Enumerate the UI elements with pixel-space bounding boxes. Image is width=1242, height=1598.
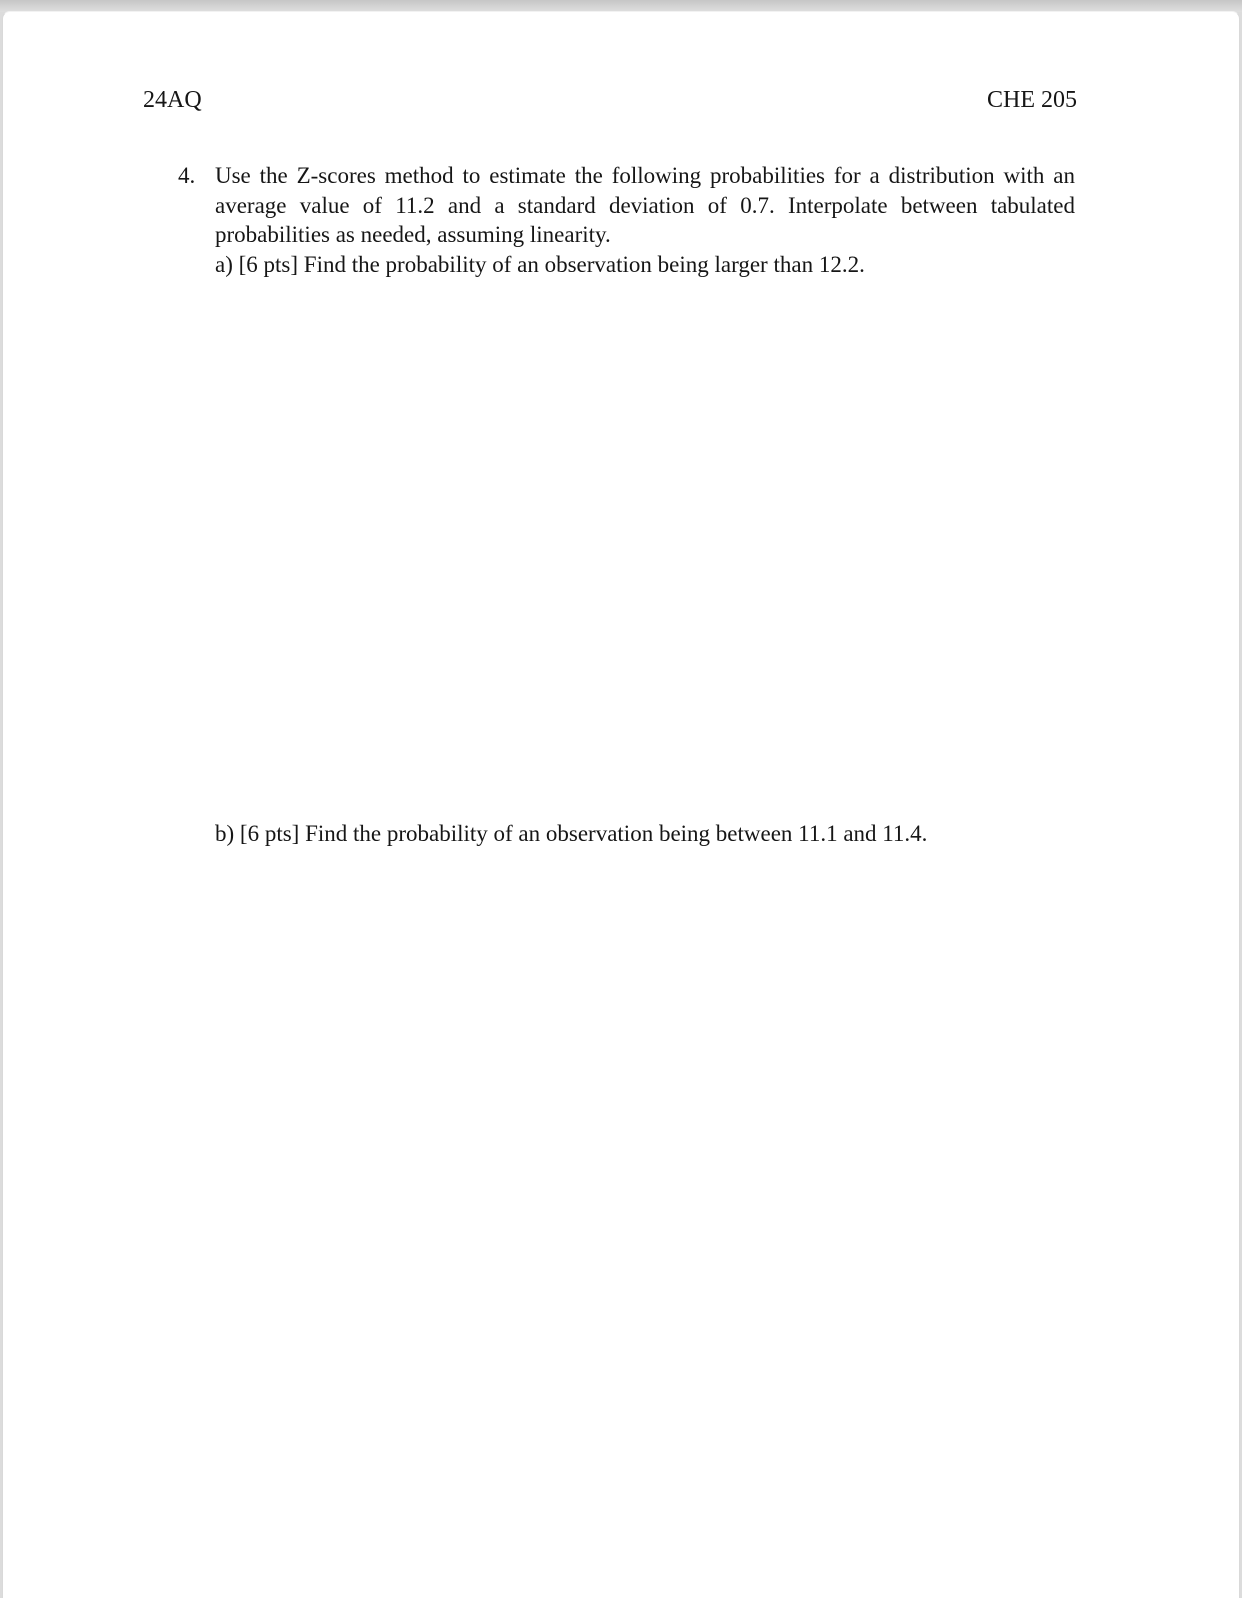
- question-text-line-1: Use the Z-scores method to estimate the following probabilities for a distribution with an: [215, 163, 1075, 188]
- question-4: [143, 161, 1077, 279]
- question-text-line-3: probabilities as needed, assuming linearity.: [215, 222, 611, 247]
- course-code: CHE 205: [987, 87, 1077, 113]
- question-part-a: a) [6 pts] Find the probability of an observation being larger than 12.2.: [215, 251, 865, 277]
- exam-page: [2, 11, 1240, 1598]
- question-text-line-2: average value of 11.2 and a standard deviation of 0.7. Interpolate between tabulated: [215, 192, 1075, 218]
- question-number: 4.: [178, 163, 196, 188]
- question-body: [215, 161, 1075, 279]
- exam-code: 24AQ: [143, 87, 202, 113]
- question-part-b: b) [6 pts] Find the probability of an observation being between 11.1 and 11.4.: [215, 821, 928, 846]
- page-header: [143, 86, 1077, 114]
